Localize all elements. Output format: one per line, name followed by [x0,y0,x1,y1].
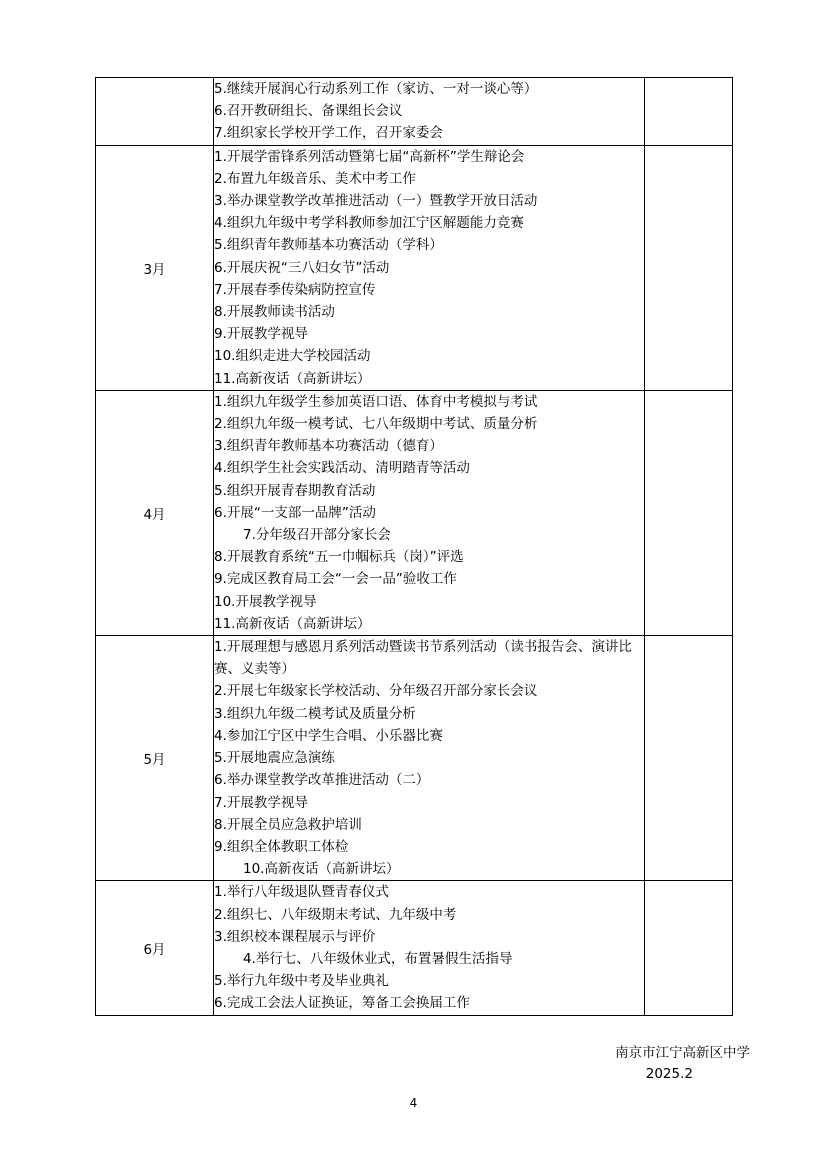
activity-item: 5.组织青年教师基本功赛活动（学科） [214,237,443,254]
activity-item: 6.开展“一支部一品牌”活动 [214,504,376,521]
activity-item: 7.组织家长学校开学工作，召开家委会 [214,125,443,142]
activity-item: 6.举办课堂教学改革推进活动（二） [214,772,430,789]
activity-item: 8.开展教育系统“五一巾帼标兵（岗）”评选 [214,549,464,566]
activity-item: 4.参加江宁区中学生合唱、小乐器比赛 [214,727,443,744]
activity-item: 6.开展庆祝“三八妇女节”活动 [214,259,390,276]
activity-item: 1.开展学雷锋系列活动暨第七届“高新杯”学生辩论会 [214,148,525,165]
activity-item: 4.组织学生社会实践活动、清明踏青等活动 [214,460,470,477]
note-cell [645,881,733,1015]
note-cell [645,78,733,146]
activity-item: 11.高新夜话（高新讲坛） [214,370,371,387]
activity-item: 5.组织开展青春期教育活动 [214,482,376,499]
activities-cell [214,390,645,635]
activity-item: 2.布置九年级音乐、美术中考工作 [214,170,416,187]
plan-row [96,78,733,146]
activity-item: 1.开展理想与感恩月系列活动暨读书节系列活动（读书报告会、演讲比赛、义卖等） [214,639,632,678]
activities-cell [214,881,645,1015]
activity-item: 3.组织青年教师基本功赛活动（德育） [214,438,443,455]
month-cell [96,78,214,146]
note-cell [645,390,733,635]
plan-row [96,145,733,390]
activity-item: 1.组织九年级学生参加英语口语、体育中考模拟与考试 [214,393,538,410]
activity-item: 10.高新夜话（高新讲坛） [243,861,400,878]
activity-item: 11.高新夜话（高新讲坛） [214,615,371,632]
activities-cell [214,78,645,146]
activity-item: 9.开展教学视导 [214,326,308,343]
activity-item: 3.组织校本课程展示与评价 [214,928,376,945]
activity-item: 7.分年级召开部分家长会 [243,527,391,544]
plan-row [96,636,733,881]
month-cell: 5月 [96,636,214,881]
signature-date: 2025.2 [645,1066,693,1082]
activities-cell [214,636,645,881]
activity-item: 8.开展全员应急救护培训 [214,816,362,833]
activity-item: 9.组织全体教职工体检 [214,838,349,855]
plan-row [96,881,733,1015]
activity-item: 3.举办课堂教学改革推进活动（一）暨教学开放日活动 [214,193,538,210]
month-cell: 4月 [96,390,214,635]
activity-item: 8.开展教师读书活动 [214,304,335,321]
activity-item: 5.举行九年级中考及毕业典礼 [214,973,389,990]
activities-cell [214,145,645,390]
activity-item: 2.开展七年级家长学校活动、分年级召开部分家长会议 [214,683,538,700]
activity-item: 3.组织九年级二模考试及质量分析 [214,705,416,722]
activity-item: 4.组织九年级中考学科教师参加江宁区解题能力竞赛 [214,215,524,232]
activity-item: 2.组织九年级一模考试、七八年级期中考试、质量分析 [214,416,538,433]
activity-item: 7.开展教学视导 [214,794,308,811]
month-cell: 3月 [96,145,214,390]
note-cell [645,145,733,390]
activity-item: 4.举行七、八年级休业式，布置暑假生活指导 [243,950,513,967]
plan-row [96,390,733,635]
activity-item: 10.组织走进大学校园活动 [214,348,371,365]
activity-item: 10.开展教学视导 [214,593,317,610]
activity-item: 6.完成工会法人证换证，筹备工会换届工作 [214,995,470,1012]
organization-signature: 南京市江宁高新区中学 [615,1045,750,1061]
page-number: 4 [409,1096,418,1110]
activity-item: 2.组织七、八年级期末考试、九年级中考 [214,906,457,923]
work-plan-table [95,77,733,1016]
activity-item: 9.完成区教育局工会“一会一品”验收工作 [214,571,457,588]
activity-item: 6.召开教研组长、备课组长会议 [214,103,403,120]
activity-item: 7.开展春季传染病防控宣传 [214,281,376,298]
note-cell [645,636,733,881]
month-cell: 6月 [96,881,214,1015]
activity-item: 5.开展地震应急演练 [214,750,335,767]
activity-item: 5.继续开展润心行动系列工作（家访、一对一谈心等） [214,81,538,97]
activity-item: 1.举行八年级退队暨青春仪式 [214,884,389,901]
